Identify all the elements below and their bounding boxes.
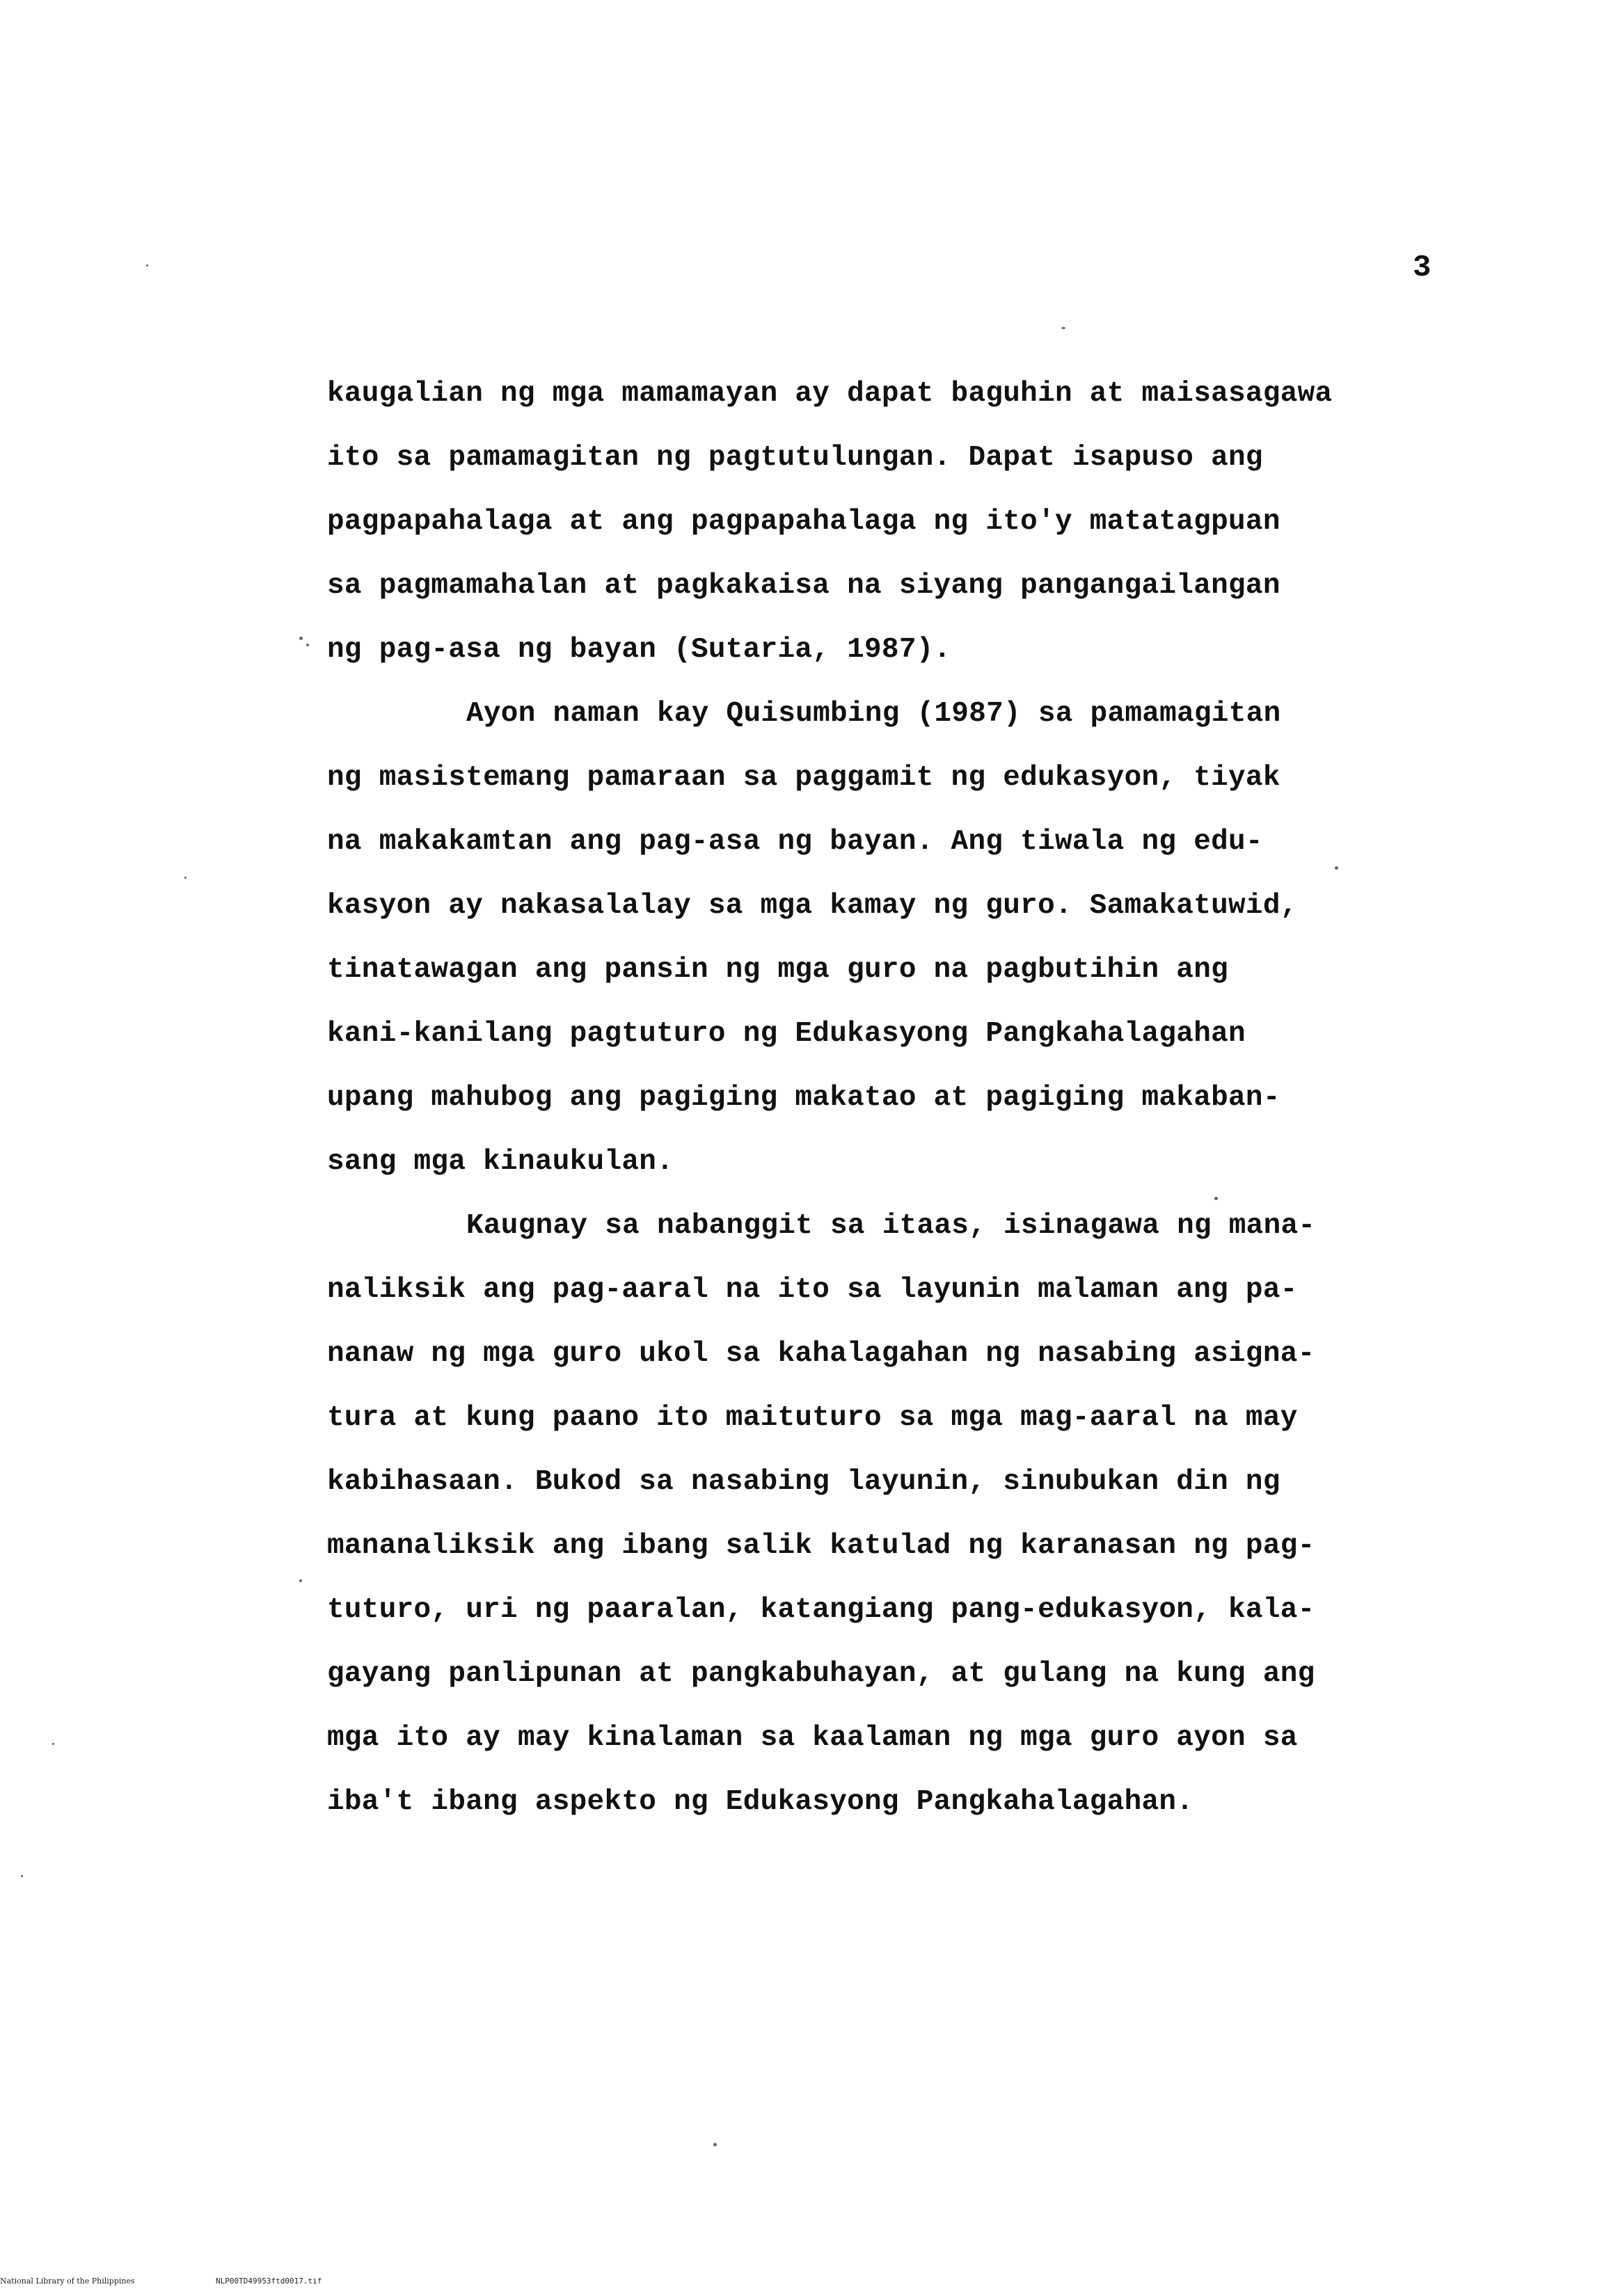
text-line: naliksik ang pag-aaral na ito sa layunin malaman ang pa-	[327, 1274, 1298, 1306]
text-line: ito sa pamamagitan ng pagtutulungan. Dapat isapuso ang	[327, 442, 1263, 474]
text-line: mga ito ay may kinalaman sa kaalaman ng mga guro ayon sa	[327, 1722, 1298, 1754]
paragraph-start-line: Kaugnay sa nabanggit sa itaas, isinagawa ng mana-	[466, 1210, 1316, 1242]
text-line: kasyon ay nakasalalay sa mga kamay ng guro. Samakatuwid,	[327, 890, 1298, 922]
text-line: kabihasaan. Bukod sa nasabing layunin, sinubukan din ng	[327, 1466, 1280, 1498]
text-line: ng masistemang pamaraan sa paggamit ng edukasyon, tiyak	[327, 762, 1280, 794]
text-line: ng pag-asa ng bayan (Sutaria, 1987).	[327, 634, 951, 666]
text-line: kani-kanilang pagtuturo ng Edukasyong Pangkahalagahan	[327, 1018, 1246, 1050]
text-line: tinatawagan ang pansin ng mga guro na pagbutihin ang	[327, 954, 1229, 986]
text-line: upang mahubog ang pagiging makatao at pagiging makaban-	[327, 1082, 1280, 1114]
paragraph-start-line: Ayon naman kay Quisumbing (1987) sa pamamagitan	[466, 698, 1281, 730]
scan-speck	[21, 1875, 23, 1877]
scan-speck	[299, 637, 303, 640]
footer-library: National Library of the Philippines	[0, 2277, 135, 2286]
text-line: gayang panlipunan at pangkabuhayan, at gulang na kung ang	[327, 1658, 1315, 1690]
scan-speck	[713, 2143, 717, 2146]
text-line: iba't ibang aspekto ng Edukasyong Pangkahalagahan.	[327, 1786, 1194, 1818]
footer-filename: NLP00TD49953ftd0017.tif	[216, 2277, 322, 2286]
text-line: tuturo, uri ng paaralan, katangiang pang-edukasyon, kala-	[327, 1594, 1315, 1626]
scan-speck	[1335, 866, 1338, 870]
text-line: nanaw ng mga guro ukol sa kahalagahan ng nasabing asigna-	[327, 1338, 1315, 1370]
body-text	[327, 362, 1482, 1834]
scan-speck	[1061, 327, 1065, 329]
text-line: sang mga kinaukulan.	[327, 1146, 674, 1178]
text-line: kaugalian ng mga mamamayan ay dapat baguhin at maisasagawa	[327, 378, 1333, 410]
scan-speck	[299, 1579, 302, 1582]
text-line: tura at kung paano ito maituturo sa mga mag-aaral na may	[327, 1402, 1298, 1434]
text-line: pagpapahalaga at ang pagpapahalaga ng ito'y matatagpuan	[327, 506, 1280, 538]
text-line: na makakamtan ang pag-asa ng bayan. Ang tiwala ng edu-	[327, 826, 1263, 858]
text-line: sa pagmamahalan at pagkakaisa na siyang pangangailangan	[327, 570, 1280, 602]
scan-speck	[52, 1743, 54, 1745]
scan-speck	[184, 877, 187, 879]
text-line: mananaliksik ang ibang salik katulad ng karanasan ng pag-	[327, 1530, 1315, 1562]
scan-speck	[146, 264, 148, 266]
scan-speck	[306, 644, 309, 646]
page-number: 3	[1413, 250, 1431, 285]
scan-speck	[1214, 1197, 1218, 1200]
